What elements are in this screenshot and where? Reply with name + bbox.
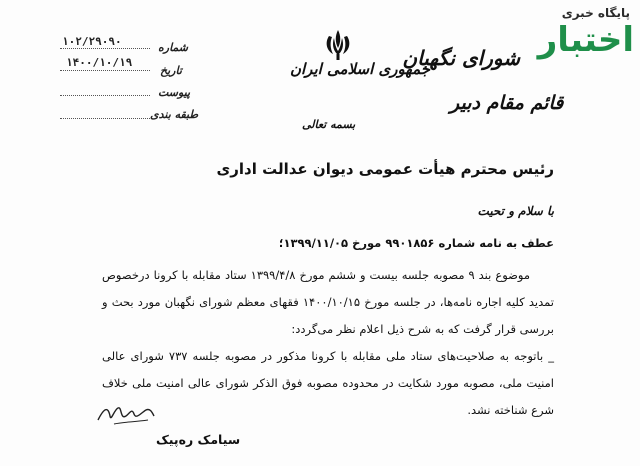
- reference-line: عطف به نامه شماره ۹۹۰۱۸۵۶ مورخ ۱۳۹۹/۱۱/۰۵؛: [278, 236, 554, 250]
- letter-date-value: ۱۴۰۰/۱۰/۱۹: [66, 56, 133, 69]
- classification-label: طبقه بندی: [150, 108, 199, 121]
- classification-dotted-line: [60, 118, 150, 119]
- letter-date-label: تاریخ: [160, 64, 182, 77]
- body-paragraph-2-text: _ باتوجه به صلاحیت‌های ستاد ملی مقابله با کرونا مذکور در مصوبه جلسه ۷۳۷ شورای عالی امنیت ملی، مصوبه مورد شکایت در محدوده مصوبه فوق الذکر شورای عالی امنیت ملی خلاف شرع شناخته نشد.: [102, 349, 554, 417]
- news-watermark-logo: [534, 2, 634, 66]
- letter-number-value: ۱۰۲/۲۹۰۹۰: [62, 35, 122, 48]
- attachment-dotted-line: [60, 95, 150, 96]
- body-paragraph-2: [102, 343, 554, 424]
- recipient-line: رئیس محترم هیأت عمومی دیوان عدالت اداری: [216, 160, 554, 178]
- attachment-label: پیوست: [158, 86, 191, 99]
- body-paragraph-1-text: موضوع بند ۹ مصوبه جلسه بیست و ششم مورخ ۱۳۹۹/۴/۸ ستاد مقابله با کرونا درخصوص تمدید کلیه اجاره نامه‌ها، در جلسه مورخ ۱۴۰۰/۱۰/۱۵ فقهای معظم شورای نگهبان مورد بحث و بررسی قرار گرفت که به شرح ذیل اعلام نظر می‌گردد:: [102, 268, 554, 336]
- letter-number-label: شماره: [158, 41, 189, 54]
- republic-title: جمهوری اسلامی ایران: [290, 60, 431, 78]
- basmala: بسمه تعالی: [302, 118, 356, 131]
- watermark-subtitle: پایگاه خبری: [561, 6, 630, 20]
- number-dotted-line: [60, 48, 150, 49]
- sender-title: قائم مقام دبیر: [450, 92, 564, 114]
- council-name: شورای نگهبان: [402, 46, 520, 70]
- signature-scribble: [94, 398, 158, 430]
- iran-emblem-icon: [320, 28, 356, 62]
- date-dotted-line: [60, 70, 150, 71]
- signer-name: سیامک ره‌پیک: [156, 432, 241, 447]
- body-paragraph-1: [102, 262, 554, 343]
- greeting: با سلام و تحیت: [477, 204, 554, 218]
- watermark-title: اختبار: [537, 20, 634, 60]
